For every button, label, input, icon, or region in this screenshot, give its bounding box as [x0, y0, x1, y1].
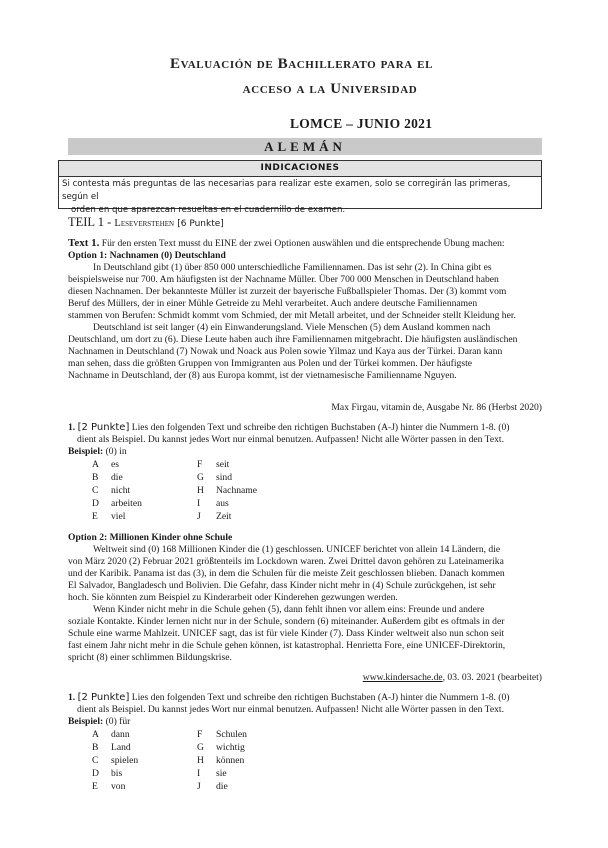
- option-row: [92, 458, 257, 471]
- exercise2-points: [2 Punkte]: [77, 692, 130, 703]
- option-word: bis: [111, 768, 123, 779]
- option-word: die: [216, 781, 228, 792]
- option1-p2-line: Deutschland, um dort zu (6). Diese Leute haben auch ihre Familiennamen mitgebracht. Die häufigsten ausländischen: [68, 334, 518, 345]
- option-key: G: [197, 742, 204, 753]
- option1-p1-line: stammen von Berufen: Schmidt kommt vom Schmied, der mit Metall arbeitet, und der Schneider stellt Kleidung her.: [68, 310, 516, 321]
- option-word: Zeit: [216, 511, 232, 522]
- option1-p2-line: Nachname in Deutschland, der (8) aus Europa kommt, ist der vietnamesische Familienname Nguyen.: [68, 370, 457, 381]
- option-key: E: [92, 781, 98, 792]
- option-row: [92, 497, 257, 510]
- exercise1-instruction-1: Lies den folgenden Text und schreibe den richtigen Buchstaben (A-J) hinter die Nummern 1-8. (0): [131, 422, 510, 433]
- option-key: D: [92, 768, 99, 779]
- option-row: [92, 780, 247, 793]
- exercise2-beispiel-label: Beispiel:: [68, 716, 104, 727]
- exam-title-line1: Evaluación de Bachillerato para el: [170, 56, 434, 72]
- option1-title: Option 1: Nachnamen (0) Deutschland: [68, 250, 226, 261]
- option-word: von: [111, 781, 126, 792]
- option-word: dann: [111, 729, 130, 740]
- option-row: [92, 767, 247, 780]
- instructions-box: [58, 160, 542, 215]
- option2-title: Option 2: Millionen Kinder ohne Schule: [68, 532, 233, 543]
- option-key: J: [197, 511, 201, 522]
- option2-source-link[interactable]: www.kindersache.de: [362, 672, 443, 683]
- option-word: sie: [216, 768, 227, 779]
- instructions-text: [59, 177, 541, 217]
- exercise2-instruction-2: dient als Beispiel. Du kannst jedes Wort nur einmal benutzen. Aufpassen! Nicht alle Wörter passen in den Text.: [77, 704, 504, 715]
- text1-block: [68, 237, 542, 382]
- option2-source-rest: , 03. 03. 2021 (bearbeitet): [442, 672, 542, 683]
- exercise1-options: [92, 458, 257, 523]
- option-key: A: [92, 459, 99, 470]
- section-heading: [68, 215, 224, 230]
- section-points: [6 Punkte]: [177, 219, 224, 229]
- option2-block: [68, 532, 542, 664]
- option-word: die: [111, 472, 123, 483]
- exam-title-line2: acceso a la Universidad: [242, 81, 418, 97]
- option-word: spielen: [111, 755, 139, 766]
- option2-p2-line: fast einem Jahr nicht mehr in die Schule gehen können, ist katastrophal. Henrietta Fore, eine UNICEF-Direktorin,: [68, 640, 506, 651]
- option-word: seit: [216, 459, 230, 470]
- exercise2-number: 1.: [68, 692, 76, 703]
- option-word: es: [111, 459, 119, 470]
- text1-label: Text 1.: [68, 237, 100, 249]
- exercise1-points: [2 Punkte]: [77, 422, 130, 433]
- option2-p2-line: Wenn Kinder nicht mehr in die Schule gehen (5), dann fehlt ihnen vor allem eins: Freunde und andere: [93, 604, 485, 615]
- option-key: F: [197, 459, 203, 470]
- option2-p1-line: von März 2020 (2) Februar 2021 größtenteils im Lockdown waren. Zwei Drittel davon gehören zu Lateinamerika: [68, 556, 504, 567]
- text1-instruction: Für den ersten Text musst du EINE der zwei Optionen auswählen und die entsprechende Übung machen:: [101, 238, 505, 249]
- option-word: viel: [111, 511, 126, 522]
- option-key: J: [197, 781, 201, 792]
- exercise2-beispiel-value: (0) für: [105, 716, 131, 727]
- exercise1-beispiel-value: (0) in: [105, 446, 127, 457]
- option2-p1-line: hoch. Sie könnten zum Beispiel zu Kinderarbeit oder Kinderehen gezwungen werden.: [68, 592, 398, 603]
- option-word: aus: [216, 498, 229, 509]
- option-row: [92, 754, 247, 767]
- exercise1: [68, 422, 542, 458]
- subject-banner: ALEMÁN: [68, 138, 542, 155]
- exercise1-number: 1.: [68, 422, 76, 433]
- option2-p1-line: El Salvador, Bangladesch und Bolivien. Die Gefahr, dass Kinder nicht mehr in (4) Schule zurückgehen, ist sehr: [68, 580, 496, 591]
- exercise2-instruction-1: Lies den folgenden Text und schreibe den richtigen Buchstaben (A-J) hinter die Nummern 1-8. (0): [131, 692, 510, 703]
- option2-p1-line: Weltweit sind (0) 168 Millionen Kinder die (1) geschlossen. UNICEF berichtet von allein 14 Ländern, die: [93, 544, 501, 555]
- exercise2-options: [92, 728, 247, 793]
- option-key: C: [92, 485, 99, 496]
- option-key: B: [92, 472, 99, 483]
- option-word: sind: [216, 472, 232, 483]
- option-key: A: [92, 729, 99, 740]
- option-key: I: [197, 498, 201, 509]
- option-row: [92, 728, 247, 741]
- option1-source: Max Firgau, vitamin de, Ausgabe Nr. 86 (Herbst 2020): [331, 402, 542, 413]
- exercise2: [68, 692, 542, 728]
- option1-p1-line: diesen Nachnamen. Der bekannteste Müller ist zurzeit der bayerische Fußballspieler Thomas. Der (3) kommt vom: [68, 286, 507, 297]
- option2-p2-line: spricht (8) einer schlimmen Bildungskrise.: [68, 652, 232, 663]
- option-key: D: [92, 498, 99, 509]
- option2-p1-line: und der Karibik. Panama ist das (3), in dem die Schulen für die meiste Zeit geschlossen blieben. Danach kommen: [68, 568, 505, 579]
- exercise1-beispiel-label: Beispiel:: [68, 446, 104, 457]
- option-row: [92, 741, 247, 754]
- exercise1-instruction-2: dient als Beispiel. Du kannst jedes Wort nur einmal benutzen. Aufpassen! Nicht alle Wörter passen in den Text.: [77, 434, 504, 445]
- instructions-title: INDICACIONES: [59, 161, 541, 177]
- option1-p1-line: beispielsweise nur 700. Am häufigsten ist der Nachname Müller. Über 700 000 Menschen in Deutschland haben: [68, 274, 499, 285]
- option2-p2-line: soziale Kontakte. Kinder lernen nicht nur in der Schule, sondern (6) miteinander. Außerdem gibt es oftmals in der: [68, 616, 505, 627]
- option-key: E: [92, 511, 98, 522]
- option-row: [92, 471, 257, 484]
- option2-p2-line: Schule eine warme Mahlzeit. UNICEF sagt, das ist für viele Kinder (7). Dass Kinder weltweit also nun schon seit: [68, 628, 505, 639]
- option-word: Schulen: [216, 729, 247, 740]
- option1-p1-line: Beruf des Müllers, der in einer Mühle Getreide zu Mehl verarbeitet. Auch andere deutsche Familiennamen: [68, 298, 478, 309]
- option-key: G: [197, 472, 204, 483]
- exam-session: LOMCE – JUNIO 2021: [290, 116, 433, 131]
- option-row: [92, 510, 257, 523]
- instructions-line-1: Si contesta más preguntas de las necesarias para realizar este examen, solo se corregirán las primeras, según el: [62, 179, 511, 202]
- option-word: Nachname: [216, 485, 258, 496]
- option-word: arbeiten: [111, 498, 142, 509]
- option-key: H: [197, 755, 204, 766]
- option-key: C: [92, 755, 99, 766]
- option-word: wichtig: [216, 742, 245, 753]
- section-name: Leseverstehen: [114, 218, 175, 229]
- option-word: Land: [111, 742, 131, 753]
- option-key: H: [197, 485, 204, 496]
- option-word: nicht: [111, 485, 131, 496]
- option1-p2-line: man sehen, dass die größten Gruppen von Immigranten aus Polen und der Türkei kommen. Der häufigste: [68, 358, 472, 369]
- option-key: F: [197, 729, 203, 740]
- option1-p2-line: Nachnamen in Deutschland (7) Nowak und Noack aus Polen sowie Yilmaz und Kaya aus der Türkei. Daran kann: [68, 346, 503, 357]
- section-label: TEIL 1 -: [68, 215, 115, 229]
- instructions-line-2: orden en que aparezcan resueltas en el cuadernillo de examen.: [71, 205, 346, 215]
- option-word: können: [216, 755, 245, 766]
- option-key: I: [197, 768, 201, 779]
- option-key: B: [92, 742, 99, 753]
- option-row: [92, 484, 257, 497]
- option1-p2-line: Deutschland ist seit langer (4) ein Einwanderungsland. Viele Menschen (5) dem Ausland kommen nach: [93, 322, 491, 333]
- option1-p1-line: In Deutschland gibt (1) über 850 000 unterschiedliche Familiennamen. Das ist sehr (2). In China gibt es: [93, 262, 492, 273]
- option2-source: [363, 672, 542, 683]
